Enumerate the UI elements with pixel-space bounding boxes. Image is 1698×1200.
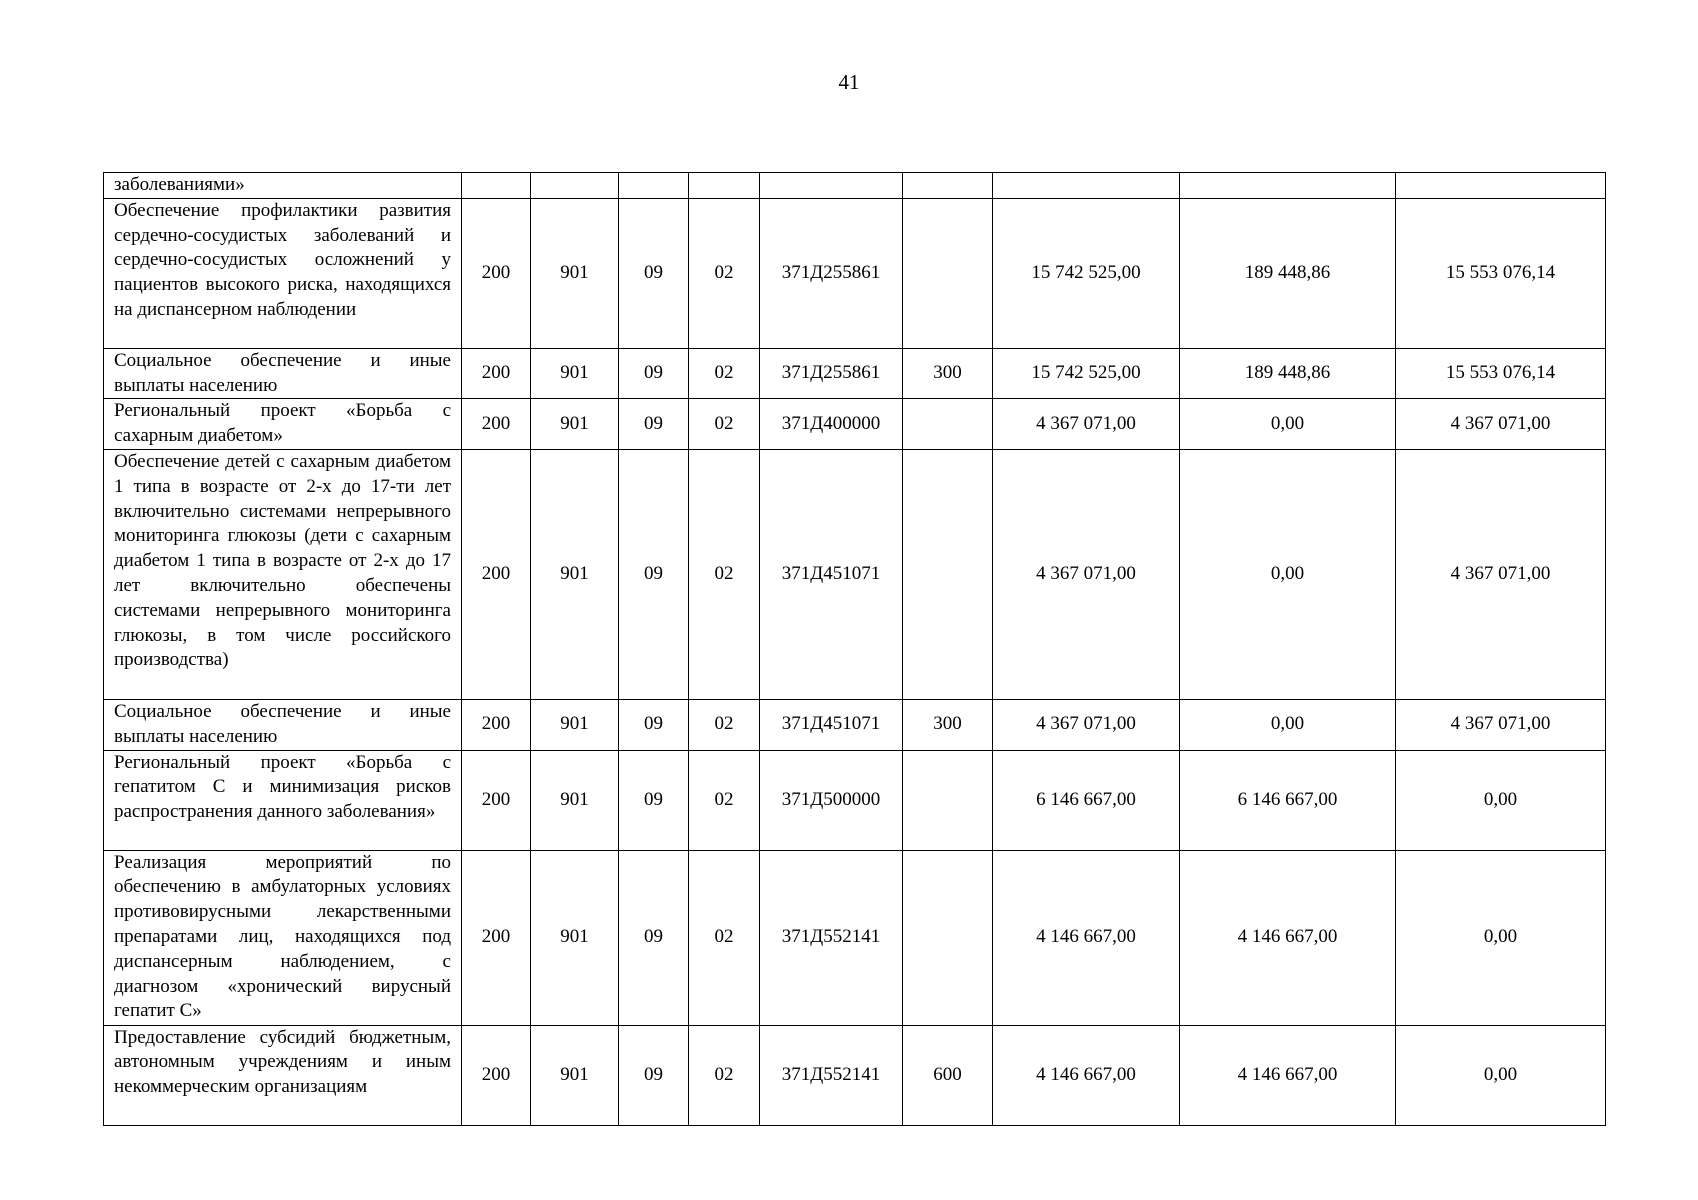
subsection-cell: 02 bbox=[689, 399, 760, 450]
table-row bbox=[104, 348, 1606, 399]
expense-type-cell bbox=[903, 750, 993, 850]
sum-cell-2: 0,00 bbox=[1180, 449, 1396, 699]
rz-cell: 200 bbox=[462, 699, 531, 750]
sum-cell-3: 0,00 bbox=[1396, 1025, 1606, 1125]
target-article-cell bbox=[760, 173, 903, 199]
sum-cell-1: 6 146 667,00 bbox=[993, 750, 1180, 850]
table-row bbox=[104, 173, 1606, 199]
sum-cell-1: 4 367 071,00 bbox=[993, 449, 1180, 699]
sum-cell-3: 4 367 071,00 bbox=[1396, 399, 1606, 450]
sum-cell-2: 4 146 667,00 bbox=[1180, 850, 1396, 1025]
rz-cell: 200 bbox=[462, 750, 531, 850]
subsection-cell: 02 bbox=[689, 449, 760, 699]
description-cell: Социальное обеспечение и иные выплаты населению bbox=[104, 699, 462, 750]
sum-cell-2: 0,00 bbox=[1180, 699, 1396, 750]
sum-cell-2: 189 448,86 bbox=[1180, 348, 1396, 399]
sum-cell-3 bbox=[1396, 173, 1606, 199]
ved-cell: 901 bbox=[531, 1025, 619, 1125]
table-row bbox=[104, 449, 1606, 699]
expense-type-cell bbox=[903, 173, 993, 199]
table-row bbox=[104, 699, 1606, 750]
target-article-cell: 371Д500000 bbox=[760, 750, 903, 850]
section-cell: 09 bbox=[619, 850, 689, 1025]
subsection-cell bbox=[689, 173, 760, 199]
rz-cell: 200 bbox=[462, 198, 531, 348]
table-row bbox=[104, 850, 1606, 1025]
expense-type-cell bbox=[903, 198, 993, 348]
target-article-cell: 371Д451071 bbox=[760, 699, 903, 750]
subsection-cell: 02 bbox=[689, 850, 760, 1025]
sum-cell-3: 0,00 bbox=[1396, 750, 1606, 850]
expense-type-cell bbox=[903, 399, 993, 450]
rz-cell: 200 bbox=[462, 850, 531, 1025]
ved-cell: 901 bbox=[531, 449, 619, 699]
ved-cell: 901 bbox=[531, 348, 619, 399]
sum-cell-1: 4 367 071,00 bbox=[993, 699, 1180, 750]
ved-cell: 901 bbox=[531, 699, 619, 750]
target-article-cell: 371Д451071 bbox=[760, 449, 903, 699]
section-cell: 09 bbox=[619, 348, 689, 399]
target-article-cell: 371Д255861 bbox=[760, 348, 903, 399]
rz-cell: 200 bbox=[462, 1025, 531, 1125]
rz-cell: 200 bbox=[462, 449, 531, 699]
sum-cell-1: 4 146 667,00 bbox=[993, 850, 1180, 1025]
budget-table bbox=[103, 172, 1606, 1126]
sum-cell-3: 15 553 076,14 bbox=[1396, 198, 1606, 348]
expense-type-cell bbox=[903, 850, 993, 1025]
sum-cell-1: 15 742 525,00 bbox=[993, 198, 1180, 348]
section-cell: 09 bbox=[619, 750, 689, 850]
description-cell: Обеспечение профилактики развития сердечно-сосудистых заболеваний и сердечно-сосудистых осложнений у пациентов высокого риска, находящихся на диспансерном наблюдении bbox=[104, 198, 462, 348]
sum-cell-1 bbox=[993, 173, 1180, 199]
rz-cell: 200 bbox=[462, 348, 531, 399]
section-cell bbox=[619, 173, 689, 199]
sum-cell-3: 4 367 071,00 bbox=[1396, 449, 1606, 699]
rz-cell: 200 bbox=[462, 399, 531, 450]
sum-cell-2: 189 448,86 bbox=[1180, 198, 1396, 348]
sum-cell-1: 4 367 071,00 bbox=[993, 399, 1180, 450]
sum-cell-2 bbox=[1180, 173, 1396, 199]
subsection-cell: 02 bbox=[689, 699, 760, 750]
description-cell: Региональный проект «Борьба с сахарным диабетом» bbox=[104, 399, 462, 450]
sum-cell-1: 4 146 667,00 bbox=[993, 1025, 1180, 1125]
subsection-cell: 02 bbox=[689, 750, 760, 850]
description-cell: Предоставление субсидий бюджетным, автономным учреждениям и иным некоммерческим организациям bbox=[104, 1025, 462, 1125]
sum-cell-3: 0,00 bbox=[1396, 850, 1606, 1025]
description-cell: Обеспечение детей с сахарным диабетом 1 типа в возрасте от 2-х до 17-ти лет включительно системами непрерывного мониторинга глюкозы (дети с сахарным диабетом 1 типа в возрасте от 2-х до 17 лет включительно обеспечены системами непрерывного мониторинга глюкозы, в том числе российского производства) bbox=[104, 449, 462, 699]
sum-cell-2: 4 146 667,00 bbox=[1180, 1025, 1396, 1125]
target-article-cell: 371Д255861 bbox=[760, 198, 903, 348]
description-cell: Региональный проект «Борьба с гепатитом С и минимизация рисков распространения данного заболевания» bbox=[104, 750, 462, 850]
ved-cell: 901 bbox=[531, 850, 619, 1025]
table-row bbox=[104, 399, 1606, 450]
description-cell: Реализация мероприятий по обеспечению в амбулаторных условиях противовирусными лекарственными препаратами лиц, находящихся под диспансерным наблюдением, с диагнозом «хронический вирусный гепатит С» bbox=[104, 850, 462, 1025]
sum-cell-1: 15 742 525,00 bbox=[993, 348, 1180, 399]
ved-cell bbox=[531, 173, 619, 199]
subsection-cell: 02 bbox=[689, 198, 760, 348]
section-cell: 09 bbox=[619, 1025, 689, 1125]
target-article-cell: 371Д400000 bbox=[760, 399, 903, 450]
sum-cell-2: 6 146 667,00 bbox=[1180, 750, 1396, 850]
sum-cell-2: 0,00 bbox=[1180, 399, 1396, 450]
subsection-cell: 02 bbox=[689, 348, 760, 399]
section-cell: 09 bbox=[619, 449, 689, 699]
expense-type-cell: 300 bbox=[903, 699, 993, 750]
ved-cell: 901 bbox=[531, 399, 619, 450]
page-number: 41 bbox=[838, 70, 860, 94]
section-cell: 09 bbox=[619, 198, 689, 348]
rz-cell bbox=[462, 173, 531, 199]
description-cell: заболеваниями» bbox=[104, 173, 462, 199]
expense-type-cell: 300 bbox=[903, 348, 993, 399]
subsection-cell: 02 bbox=[689, 1025, 760, 1125]
ved-cell: 901 bbox=[531, 198, 619, 348]
expense-type-cell: 600 bbox=[903, 1025, 993, 1125]
expense-type-cell bbox=[903, 449, 993, 699]
target-article-cell: 371Д552141 bbox=[760, 1025, 903, 1125]
section-cell: 09 bbox=[619, 699, 689, 750]
sum-cell-3: 4 367 071,00 bbox=[1396, 699, 1606, 750]
table-row bbox=[104, 198, 1606, 348]
sum-cell-3: 15 553 076,14 bbox=[1396, 348, 1606, 399]
description-cell: Социальное обеспечение и иные выплаты населению bbox=[104, 348, 462, 399]
target-article-cell: 371Д552141 bbox=[760, 850, 903, 1025]
table-row bbox=[104, 750, 1606, 850]
section-cell: 09 bbox=[619, 399, 689, 450]
table-row bbox=[104, 1025, 1606, 1125]
ved-cell: 901 bbox=[531, 750, 619, 850]
